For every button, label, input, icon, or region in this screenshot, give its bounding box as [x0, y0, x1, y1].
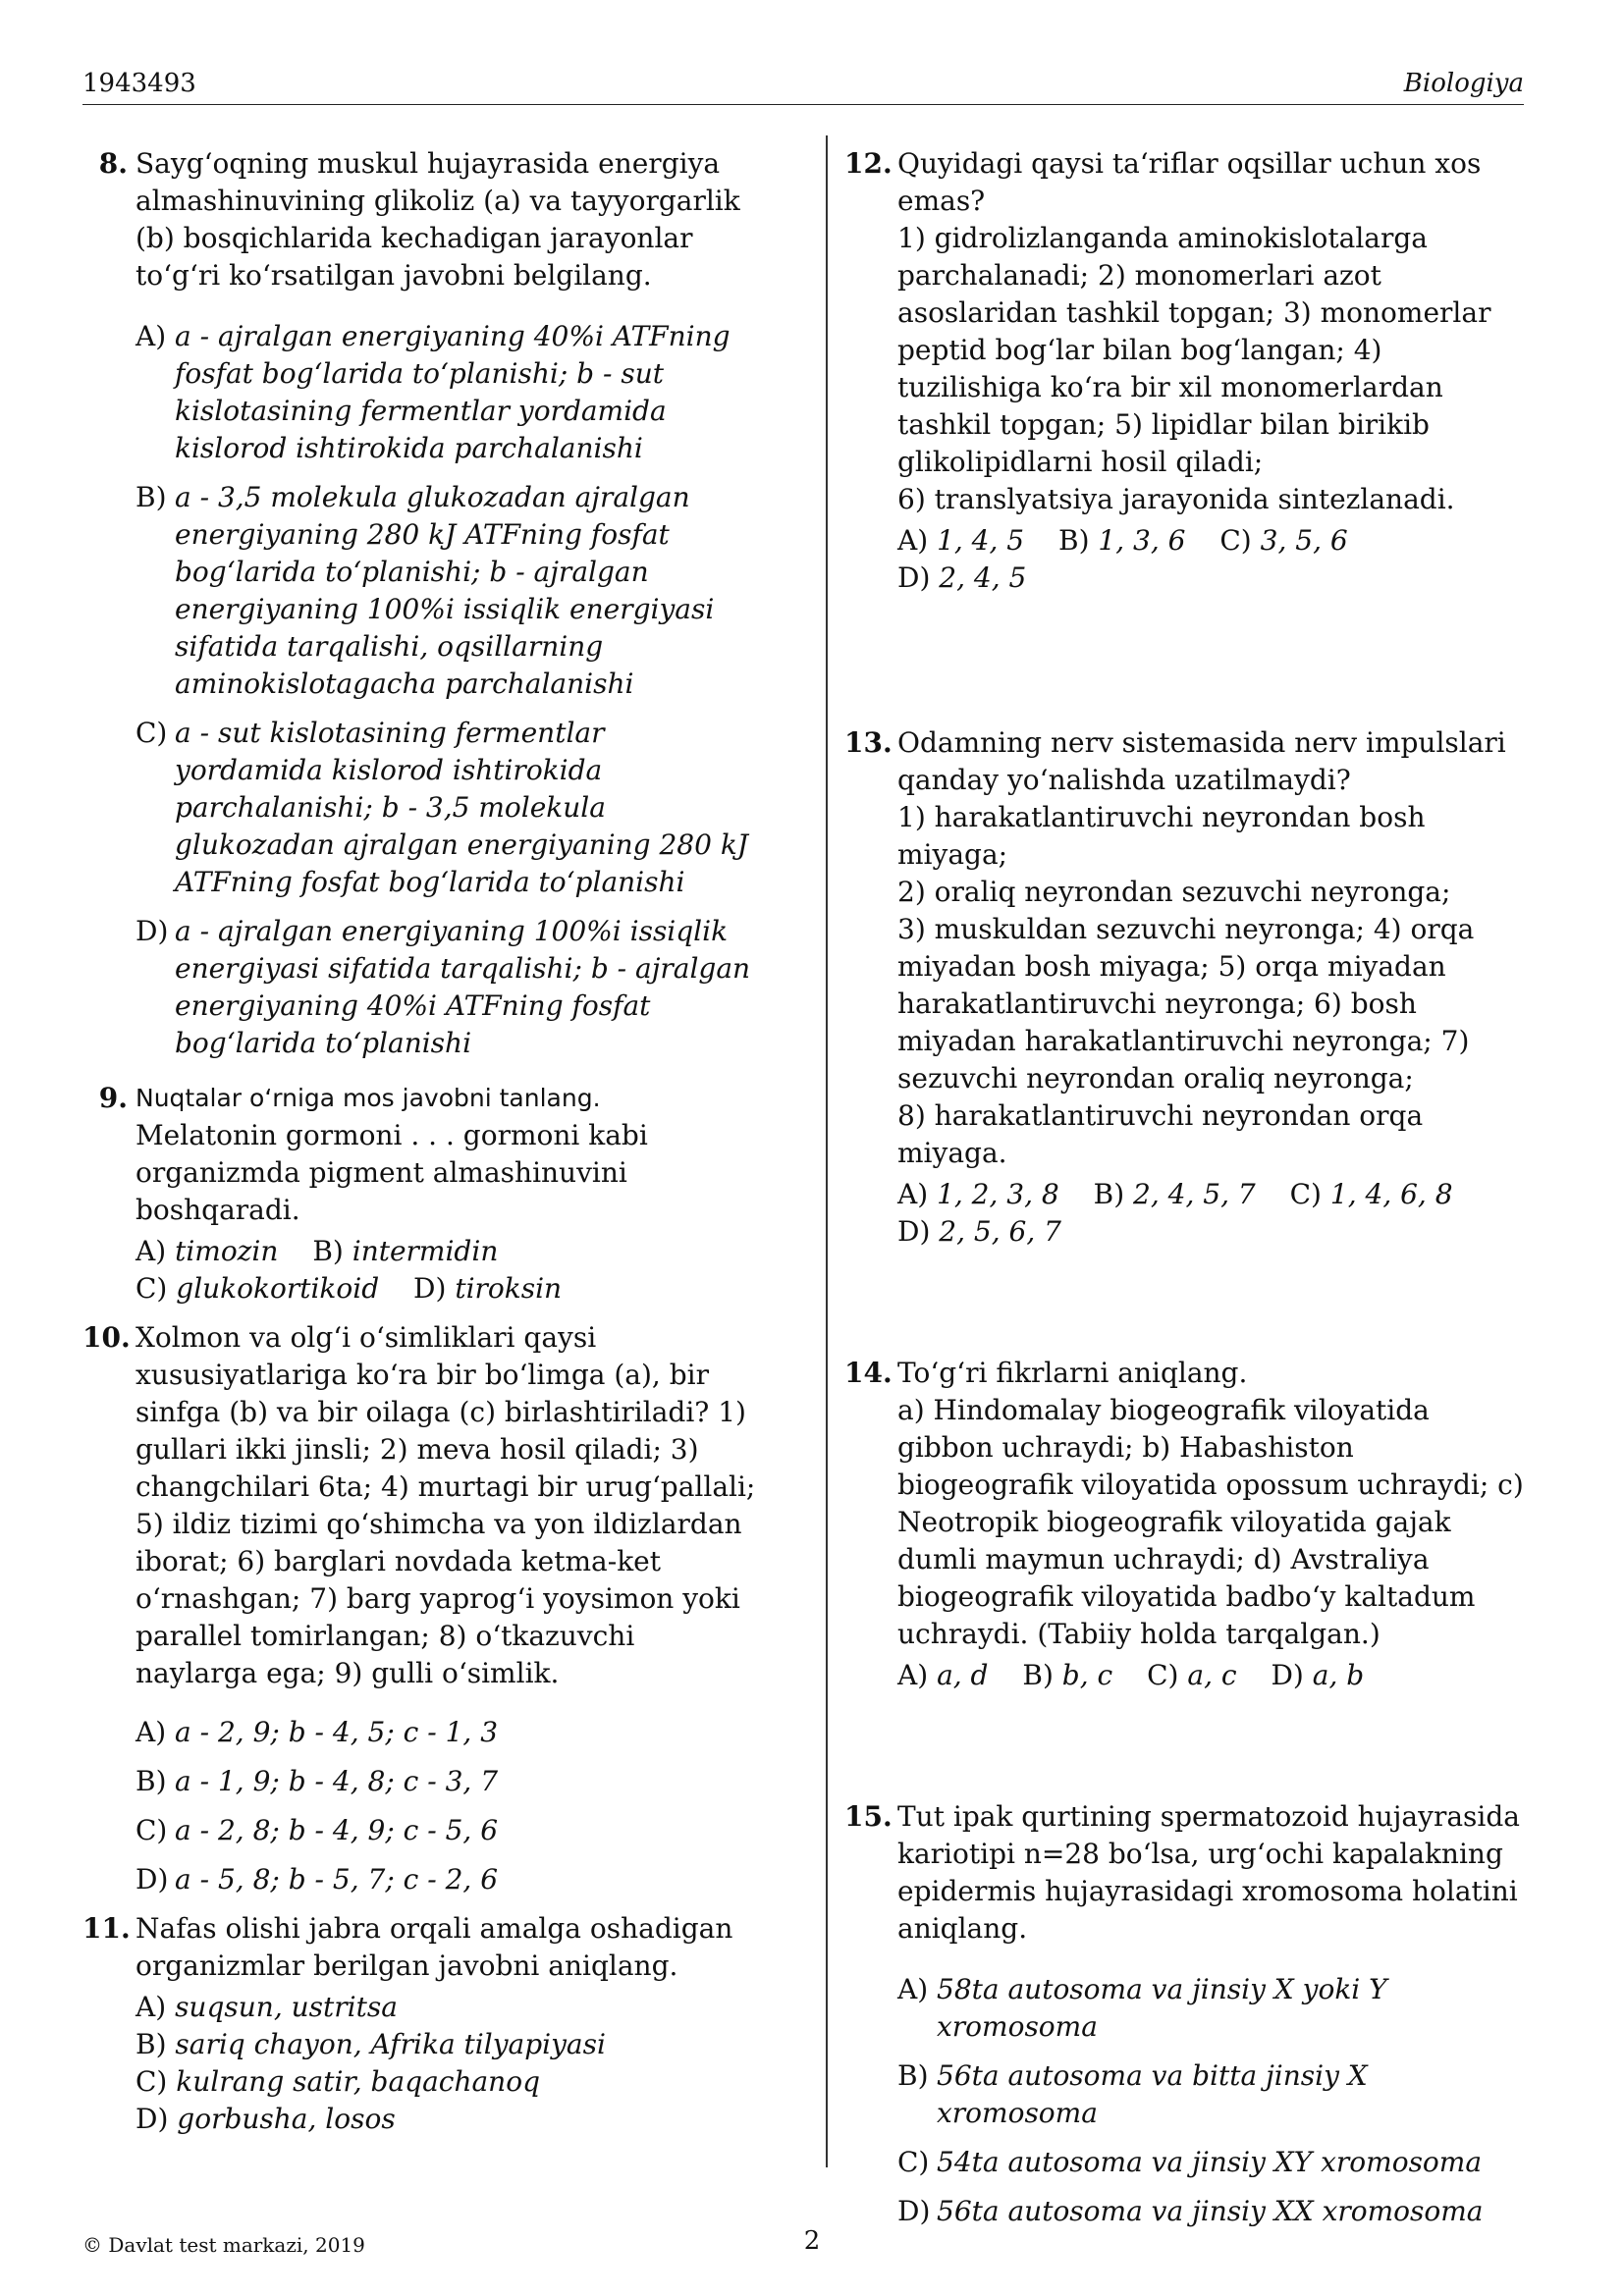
option-a[interactable]: A) 1, 4, 5	[897, 524, 1025, 557]
option-label: C)	[135, 717, 168, 749]
option-b[interactable]: B) sariq chayon, Afrika tilyapiyasi	[135, 2028, 606, 2060]
page-number: 2	[803, 2226, 821, 2256]
document-id: 1943493	[82, 69, 196, 98]
option-c[interactable]: C) 3, 5, 6	[1219, 524, 1348, 557]
question-number: 12.	[844, 147, 893, 180]
option-c[interactable]	[897, 2144, 1530, 2181]
option-text: 54ta autosoma va jinsiy XY xromosoma	[937, 2146, 1483, 2178]
question-text: Tut ipak qurtining spermatozoid hujayrasida kariotipi n=28 bo‘lsa, urg‘ochi kapalakning epidermis hujayrasidagi xromosoma holatini aniqlang.	[897, 1800, 1520, 1945]
option-c[interactable]	[135, 715, 758, 901]
option-text: a - 3,5 molekula glukozadan ajralgan energiyaning 280 kJ ATFning fosfat bog‘larida to‘planishi; b - ajralgan energiyaning 100%i issiqlik energiyasi sifatida tarqalishi, oqsillarning aminokislotagacha parchalanishi	[175, 481, 715, 700]
option-text: a - 5, 8; b - 5, 7; c - 2, 6	[175, 1863, 499, 1896]
question-instruction: Nuqtalar o‘rniga mos javobni tanlang.	[135, 1084, 601, 1112]
option-text: a - 2, 8; b - 4, 9; c - 5, 6	[175, 1814, 499, 1846]
left-column	[82, 145, 758, 2138]
options-row	[897, 1176, 1530, 1213]
option-text: a - ajralgan energiyaning 100%i issiqlik energiyasi sifatida tarqalishi; b - ajralgan energiyaning 40%i ATFning fosfat bog‘larida to‘planishi	[175, 915, 751, 1059]
option-a[interactable]: A) timozin	[135, 1235, 279, 1267]
option-text: 58ta autosoma va jinsiy X yoki Y xromosoma	[937, 1973, 1387, 2043]
options-row	[897, 1657, 1530, 1694]
question-item: 1) harakatlantiruvchi neyrondan bosh miyaga;	[897, 801, 1426, 871]
option-label: C)	[897, 2146, 930, 2178]
option-label: D)	[135, 1863, 169, 1896]
option-d[interactable]	[135, 913, 758, 1062]
question-text: Odamning nerv sistemasida nerv impulslari qanday yo‘nalishda uzatilmaydi?	[897, 726, 1506, 796]
right-column	[844, 145, 1530, 2230]
option-text: a - 2, 9; b - 4, 5; c - 1, 3	[175, 1716, 499, 1748]
option-label: A)	[135, 1716, 167, 1748]
option-c[interactable]: C) a, c	[1147, 1659, 1237, 1691]
option-a[interactable]: A) 1, 2, 3, 8	[897, 1178, 1059, 1210]
option-text: a - 1, 9; b - 4, 8; c - 3, 7	[175, 1765, 499, 1797]
option-d[interactable]: D) tiroksin	[413, 1272, 563, 1305]
question-9	[82, 1080, 758, 1308]
option-a[interactable]	[135, 318, 758, 467]
option-d[interactable]: D) 2, 5, 6, 7	[897, 1215, 1061, 1248]
page-header	[82, 65, 1524, 105]
option-d[interactable]: D) a, b	[1271, 1659, 1365, 1691]
option-label: B)	[135, 1765, 167, 1797]
option-a[interactable]	[897, 1971, 1530, 2046]
question-item: 2) oraliq neyrondan sezuvchi neyronga;	[897, 876, 1451, 908]
question-11	[82, 1910, 758, 2138]
option-c[interactable]: C) 1, 4, 6, 8	[1289, 1178, 1453, 1210]
question-item: 8) harakatlantiruvchi neyrondan orqa miyaga.	[897, 1099, 1424, 1169]
option-label: B)	[897, 2059, 929, 2092]
option-b[interactable]	[897, 2057, 1530, 2132]
option-label: A)	[135, 320, 167, 352]
option-text: 56ta autosoma va jinsiy XX xromosoma	[937, 2195, 1484, 2227]
option-b[interactable]: B) intermidin	[312, 1235, 499, 1267]
option-b[interactable]: B) b, c	[1022, 1659, 1113, 1691]
column-divider	[826, 135, 828, 2167]
option-b[interactable]: B) 1, 3, 6	[1058, 524, 1186, 557]
options-row	[897, 522, 1530, 597]
option-a[interactable]: A) suqsun, ustritsa	[135, 1991, 398, 2023]
option-label: C)	[135, 1814, 168, 1846]
question-text: Melatonin gormoni . . . gormoni kabi organizmda pigment almashinuvini boshqaradi.	[135, 1119, 648, 1226]
question-number: 8.	[98, 147, 128, 180]
footer-copyright: © Davlat test markazi, 2019	[82, 2233, 365, 2257]
options-row	[897, 1213, 1530, 1251]
question-12	[844, 145, 1530, 597]
question-number: 13.	[844, 726, 893, 759]
option-label: D)	[135, 915, 169, 947]
option-d[interactable]: D) gorbusha, losos	[135, 2103, 396, 2135]
question-items: 6) translyatsiya jarayonida sintezlanadi.	[897, 483, 1455, 515]
option-a[interactable]	[135, 1714, 758, 1751]
options-row	[135, 1270, 758, 1308]
question-text: Nafas olishi jabra orqali amalga oshadigan organizmlar berilgan javobni aniqlang.	[135, 1912, 733, 1982]
option-b[interactable]: B) 2, 4, 5, 7	[1093, 1178, 1256, 1210]
question-8	[82, 145, 758, 1062]
question-items: 3) muskuldan sezuvchi neyronga; 4) orqa miyadan bosh miyaga; 5) orqa miyadan harakatlantiruvchi neyronga; 6) bosh miyadan harakatlantiruvchi neyronga; 7) sezuvchi neyrondan oraliq neyronga;	[897, 913, 1475, 1095]
question-10	[82, 1319, 758, 1898]
question-number: 10.	[82, 1321, 131, 1354]
option-label: D)	[897, 2195, 931, 2227]
option-c[interactable]: C) kulrang satir, baqachanoq	[135, 2065, 540, 2098]
option-c[interactable]	[135, 1812, 758, 1849]
option-b[interactable]	[135, 1763, 758, 1800]
question-13	[844, 724, 1530, 1251]
option-label: A)	[897, 1973, 929, 2005]
question-number: 14.	[844, 1357, 893, 1389]
question-text: Sayg‘oqning muskul hujayrasida energiya almashinuvining glikoliz (a) va tayyorgarlik (b) bosqichlarida kechadigan jarayonlar to‘g‘ri ko‘rsatilgan javobni belgilang.	[135, 147, 740, 292]
question-text: Quyidagi qaysi ta‘riflar oqsillar uchun xos emas?	[897, 147, 1482, 217]
option-d[interactable]	[135, 1861, 758, 1898]
option-text: a - sut kislotasining fermentlar yordamida kislorod ishtirokida parchalanishi; b - 3,5 molekula glukozadan ajralgan energiyaning 280 kJ ATFning fosfat bog‘larida to‘planishi	[175, 717, 749, 898]
question-text: Xolmon va olg‘i o‘simliklari qaysi xususiyatlariga ko‘ra bir bo‘limga (a), bir sinfga (b) va bir oilaga (c) birlashtiriladi? 1) gullari ikki jinsli; 2) meva hosil qiladi; 3) changchilari 6ta; 4) murtagi bir urug‘pallali; 5) ildiz tizimi qo‘shimcha va yon ildizlardan iborat; 6) barglari novdada ketma-ket o‘rnashgan; 7) barg yaprog‘i yoysimon yoki parallel tomirlangan; 8) o‘tkazuvchi naylarga ega; 9) gulli o‘simlik.	[135, 1321, 756, 1689]
option-text: a - ajralgan energiyaning 40%i ATFning fosfat bog‘larida to‘planishi; b - sut kislotasining fermentlar yordamida kislorod ishtirokida parchalanishi	[175, 320, 731, 464]
option-c[interactable]: C) glukokortikoid	[135, 1272, 380, 1305]
option-d[interactable]: D) 2, 4, 5	[897, 561, 1027, 594]
options-row	[135, 1233, 758, 1270]
question-text: To‘g‘ri fikrlarni aniqlang.	[897, 1357, 1248, 1389]
question-number: 9.	[98, 1082, 128, 1114]
option-b[interactable]	[135, 479, 758, 703]
question-items: 1) gidrolizlanganda aminokislotalarga parchalanadi; 2) monomerlari azot asoslaridan tashkil topgan; 3) monomerlar peptid bog‘lar bilan bog‘langan; 4) tuzilishiga ko‘ra bir xil monomerlardan tashkil topgan; 5) lipidlar bilan birikib glikolipidlarni hosil qiladi;	[897, 222, 1491, 478]
question-number: 15.	[844, 1800, 893, 1833]
subject-title: Biologiya	[1403, 69, 1524, 98]
option-label: B)	[135, 481, 167, 513]
option-a[interactable]: A) a, d	[897, 1659, 989, 1691]
question-items: a) Hindomalay biogeografik viloyatida gibbon uchraydi; b) Habashiston biogeografik viloyatida opossum uchraydi; c) Neotropik biogeografik viloyatida gajak dumli maymun uchraydi; d) Avstraliya biogeografik viloyatida badbo‘y kaltadum uchraydi. (Tabiiy holda tarqalgan.)	[897, 1394, 1524, 1650]
question-number: 11.	[82, 1912, 131, 1945]
question-14	[844, 1355, 1530, 1694]
question-15	[844, 1798, 1530, 2230]
option-text: 56ta autosoma va bitta jinsiy X xromosoma	[937, 2059, 1368, 2129]
